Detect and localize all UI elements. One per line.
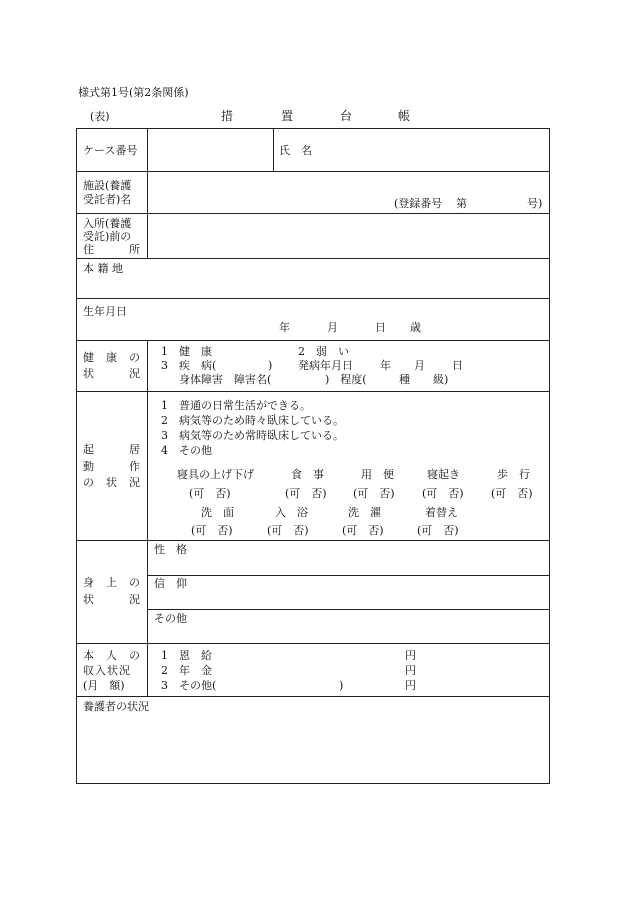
- activity-bathing: 入 浴: [275, 506, 308, 519]
- name-label: 氏 名: [279, 144, 312, 157]
- income-label-1: 本 人 の: [83, 649, 140, 662]
- rule: [147, 340, 148, 696]
- personal-label-2: 状 況: [83, 593, 140, 606]
- onset-date-label: 発病年月日: [298, 359, 353, 372]
- activity-washing-face: 洗 面: [201, 506, 234, 519]
- rule: [77, 298, 549, 299]
- guardian-label: 養護者の状況: [83, 700, 149, 713]
- registration-dai: 第: [456, 197, 467, 210]
- onset-day: 日: [452, 359, 463, 372]
- income-label-3: (月 額): [83, 679, 125, 692]
- rule: [147, 575, 549, 576]
- prev-address-label-3: 住 所: [83, 243, 140, 256]
- income-pension-grant: 1 恩 給: [161, 649, 212, 662]
- birth-date-label: 生年月日: [83, 305, 127, 318]
- ka-hi-getting-up: (可 否): [422, 487, 464, 500]
- illness-close: ): [268, 359, 273, 372]
- activity-dressing: 着替え: [425, 506, 458, 519]
- yen-1: 円: [405, 649, 416, 662]
- mobility-label-2: 動 作: [83, 460, 140, 473]
- registration-prefix: (登録番号: [394, 197, 443, 210]
- mobility-option-3: 3 病気等のため常時臥床している。: [161, 429, 344, 442]
- ka-hi-toilet: (可 否): [353, 487, 395, 500]
- prev-address-label-2: 受託)前の: [83, 230, 132, 243]
- ka-hi-dressing: (可 否): [417, 524, 459, 537]
- mobility-option-2: 2 病気等のため時々臥床している。: [161, 414, 344, 427]
- health-label-1: 健 康 の: [83, 351, 140, 364]
- activity-toilet: 用 便: [361, 468, 394, 481]
- ka-hi-walking: (可 否): [491, 487, 533, 500]
- birth-month: 月: [327, 321, 338, 334]
- title-char-2: 置: [281, 109, 294, 123]
- activity-walking: 歩 行: [497, 468, 530, 481]
- activity-laundry: 洗 濯: [348, 506, 381, 519]
- other-label: その他: [154, 612, 187, 625]
- activity-meal: 食 事: [291, 468, 324, 481]
- mobility-label-3: の 状 況: [83, 476, 140, 489]
- health-label-2: 状 況: [83, 367, 140, 380]
- facility-label-2: 受託者)名: [83, 193, 132, 206]
- facility-label-1: 施設(養護: [83, 179, 132, 192]
- mobility-option-4: 4 その他: [161, 444, 212, 457]
- income-other: 3 その他(: [161, 679, 217, 692]
- onset-year: 年: [380, 359, 391, 372]
- health-option-2: 2 弱 い: [298, 345, 349, 358]
- honseki-label: 本 籍 地: [83, 262, 123, 275]
- mobility-option-1: 1 普通の日常生活ができる。: [161, 399, 311, 412]
- side-label: (表): [90, 110, 110, 123]
- rule: [77, 696, 549, 697]
- disability-label: 身体障害 障害名(: [179, 373, 272, 386]
- grade-kyu: 級): [433, 373, 449, 386]
- ka-hi-meal: (可 否): [285, 487, 327, 500]
- ka-hi-laundry: (可 否): [342, 524, 384, 537]
- rule: [77, 258, 549, 259]
- title-char-3: 台: [340, 109, 353, 123]
- registration-suffix: 号): [527, 197, 543, 210]
- rule: [147, 609, 549, 610]
- income-annuity: 2 年 金: [161, 664, 212, 677]
- income-label-2: 収入状況: [83, 664, 131, 677]
- prev-address-label-1: 入所(養護: [83, 217, 132, 230]
- grade-shu: 種: [399, 373, 410, 386]
- onset-month: 月: [414, 359, 425, 372]
- ka-hi-washing-face: (可 否): [191, 524, 233, 537]
- mobility-label-1: 起 居: [83, 443, 140, 456]
- form-number: 様式第1号(第2条関係): [78, 86, 189, 99]
- yen-3: 円: [405, 679, 416, 692]
- health-option-3: 3 疾 病(: [161, 359, 217, 372]
- activity-bedding: 寝具の上げ下げ: [177, 468, 254, 481]
- personality-label: 性 格: [154, 543, 187, 556]
- register-form: [76, 128, 550, 784]
- birth-day: 日: [375, 321, 386, 334]
- activity-getting-up: 寝起き: [427, 468, 460, 481]
- health-option-1: 1 健 康: [161, 345, 212, 358]
- yen-2: 円: [405, 664, 416, 677]
- belief-label: 信 仰: [154, 577, 187, 590]
- income-other-close: ): [339, 679, 344, 692]
- birth-year: 年: [279, 321, 290, 334]
- ka-hi-bedding: (可 否): [189, 487, 231, 500]
- ka-hi-bathing: (可 否): [267, 524, 309, 537]
- personal-label-1: 身 上 の: [83, 576, 140, 589]
- title-char-4: 帳: [398, 109, 411, 123]
- title-char-1: 措: [221, 109, 234, 123]
- birth-age: 歳: [410, 321, 421, 334]
- rule: [147, 129, 148, 258]
- case-number-label: ケース番号: [83, 144, 138, 157]
- disability-close: ) 程度(: [325, 373, 367, 386]
- rule: [273, 129, 274, 171]
